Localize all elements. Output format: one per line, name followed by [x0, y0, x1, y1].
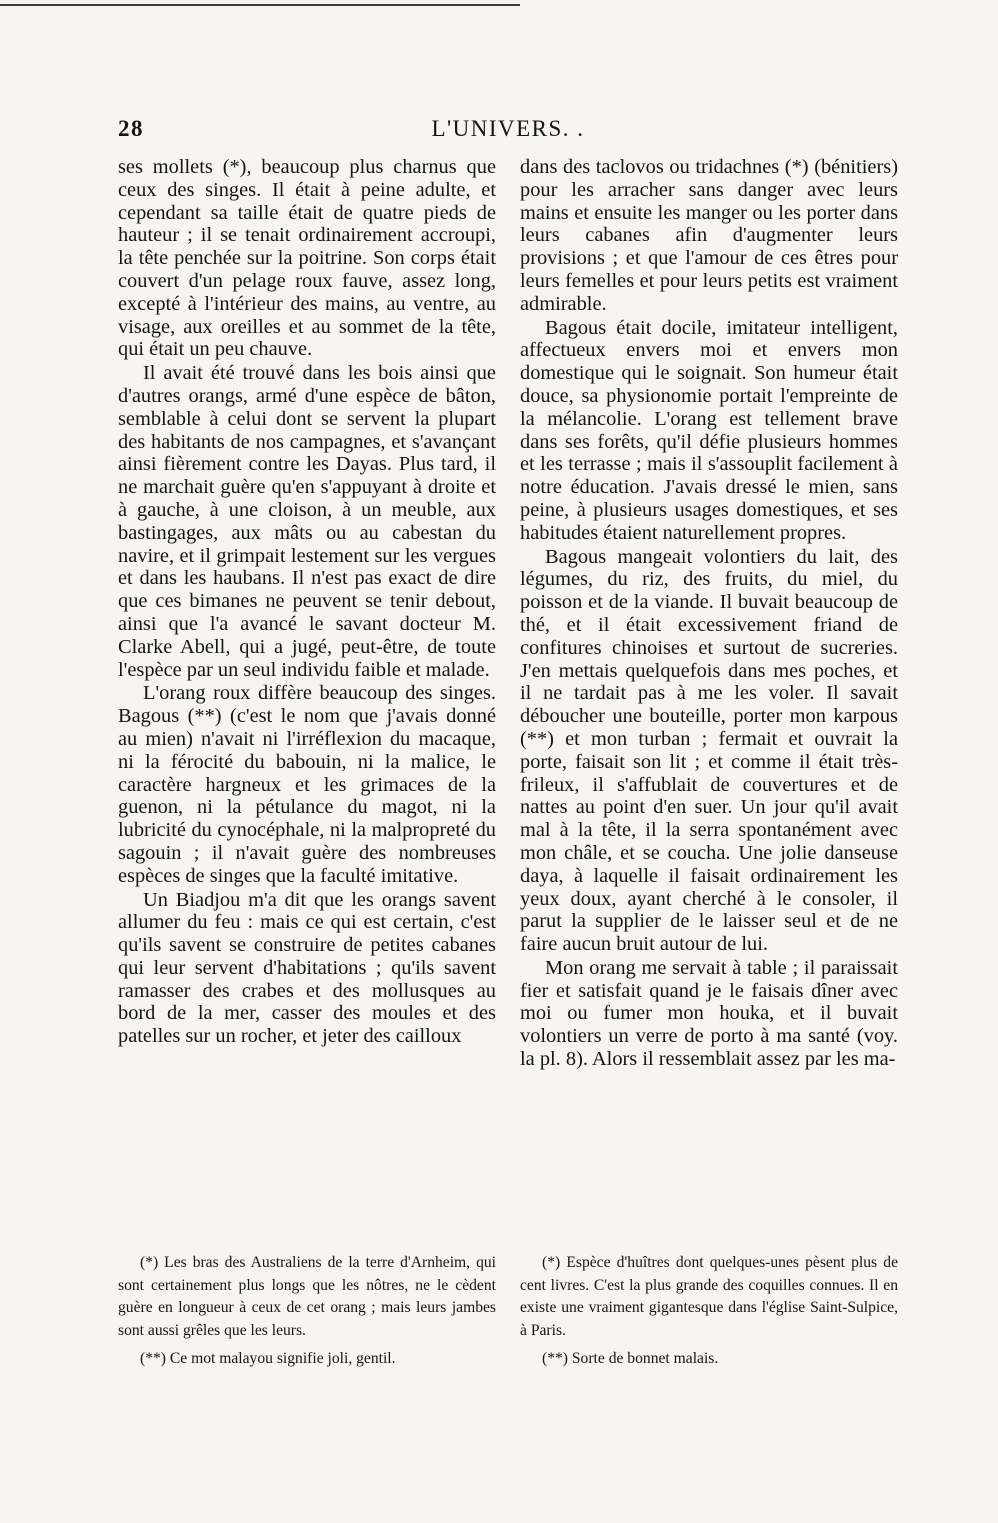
- footnote: (**) Sorte de bonnet malais.: [542, 1350, 719, 1367]
- footnotes-right: [520, 1252, 898, 1371]
- footnote: (*) Espèce d'huîtres dont quelques-unes pèsent plus de cent livres. C'est la plus grande des coquilles connues. Il en existe une vraiment gigantesque dans l'église Saint-Sulpice, à Paris.: [520, 1254, 898, 1339]
- right-column: [520, 156, 898, 1071]
- page-header: [118, 116, 898, 146]
- footnote: (**) Ce mot malayou signifie joli, gentil.: [140, 1350, 396, 1367]
- footnotes-left: [118, 1252, 496, 1371]
- running-title: L'UNIVERS. .: [431, 116, 585, 141]
- left-column: [118, 156, 496, 1048]
- paragraph: dans des taclovos ou tridachnes (*) (bénitiers) pour les arracher sans danger avec leurs mains et ensuite les manger ou les porter dans leurs cabanes afin d'augmenter leurs provisions ; et que l'amour de ces êtres pour leurs femelles et pour leurs petits est vraiment admirable.: [520, 156, 898, 315]
- paragraph: Bagous était docile, imitateur intelligent, affectueux envers moi et envers mon domestique qui le soignait. Son humeur était douce, sa physionomie portait l'empreinte de la mélancolie. L'orang est tellement brave dans ses forêts, qu'il défie plusieurs hommes et les terrasse ; mais il s'assouplit facilement à notre éducation. J'avais dressé le mien, sans peine, à plusieurs usages domestiques, et ses habitudes étaient naturellement propres.: [520, 316, 898, 544]
- footnote: (*) Les bras des Australiens de la terre d'Arnheim, qui sont certainement plus longs que les nôtres, ne le cèdent guère en longueur à ceux de cet orang ; mais leurs jambes sont aussi grêles que les leurs.: [118, 1254, 496, 1339]
- paragraph: ses mollets (*), beaucoup plus charnus que ceux des singes. Il était à peine adulte, et cependant sa taille était de quatre pieds de hauteur ; il se tenait ordinairement accroupi, la tête penchée sur la poitrine. Son corps était couvert d'un pelage roux fauve, assez long, excepté à l'intérieur des mains, au ventre, au visage, aux oreilles et au sommet de la tête, qui était un peu chauve.: [118, 156, 496, 361]
- top-edge-rule: [0, 4, 520, 6]
- paragraph: Il avait été trouvé dans les bois ainsi que d'autres orangs, armé d'une espèce de bâton, semblable à celui dont se servent la plupart des habitants de nos campagnes, et s'avançant ainsi fièrement contre les Dayas. Plus tard, il ne marchait guère qu'en s'appuyant à droite et à gauche, à une cloison, à un meuble, aux bastingages, aux mâts ou au cabestan du navire, et il grimpait lestement sur les vergues et dans les haubans. Il n'est pas exact de dire que ces bimanes ne peuvent se tenir debout, ainsi que l'a avancé le savant docteur M. Clarke Abell, qui a jugé, peut-être, de toute l'espèce par un seul individu faible et malade.: [118, 362, 496, 681]
- paragraph: Un Biadjou m'a dit que les orangs savent allumer du feu : mais ce qui est certain, c'est qu'ils savent se construire de petites cabanes qui leur servent d'habitations ; qu'ils savent ramasser des crabes et des mollusques au bord de la mer, casser des moules et des patelles sur un rocher, et jeter des cailloux: [118, 888, 496, 1048]
- paragraph: L'orang roux diffère beaucoup des singes. Bagous (**) (c'est le nom que j'avais donné au mien) n'avait ni l'irréflexion du macaque, ni la férocité du babouin, ni la malice, le caractère hargneux et les grimaces de la guenon, ni la pétulance du magot, ni la lubricité du cynocéphale, ni la malpropreté du sagouin ; il n'avait guère des nombreuses espèces de singes que la faculté imitative.: [118, 682, 496, 887]
- paragraph: Mon orang me servait à table ; il paraissait fier et satisfait quand je le faisais dîner avec moi ou fumer mon houka, et il buvait volontiers un verre de porto à ma santé (voy. la pl. 8). Alors il ressemblait assez par les ma-: [520, 956, 898, 1071]
- paragraph: Bagous mangeait volontiers du lait, des légumes, du riz, des fruits, du miel, du poisson et de la viande. Il buvait beaucoup de thé, et il était excessivement friand de confitures chinoises et surtout de sucreries. J'en mettais quelquefois dans mes poches, et il ne tardait pas à me les voler. Il savait déboucher une bouteille, porter mon karpous (**) et mon turban ; fermait et ouvrait la porte, faisait son lit ; et comme il était très-frileux, il s'affublait de couvertures et de nattes au point d'en suer. Un jour qu'il avait mal à la tête, il la serra spontanément avec mon châle, et se coucha. Une jolie danseuse daya, à laquelle il faisait ordinairement les yeux doux, ayant cherché à le consoler, il parut la supplier de le laisser seul et de ne faire aucun bruit autour de lui.: [520, 545, 898, 956]
- page-number: 28: [118, 116, 144, 141]
